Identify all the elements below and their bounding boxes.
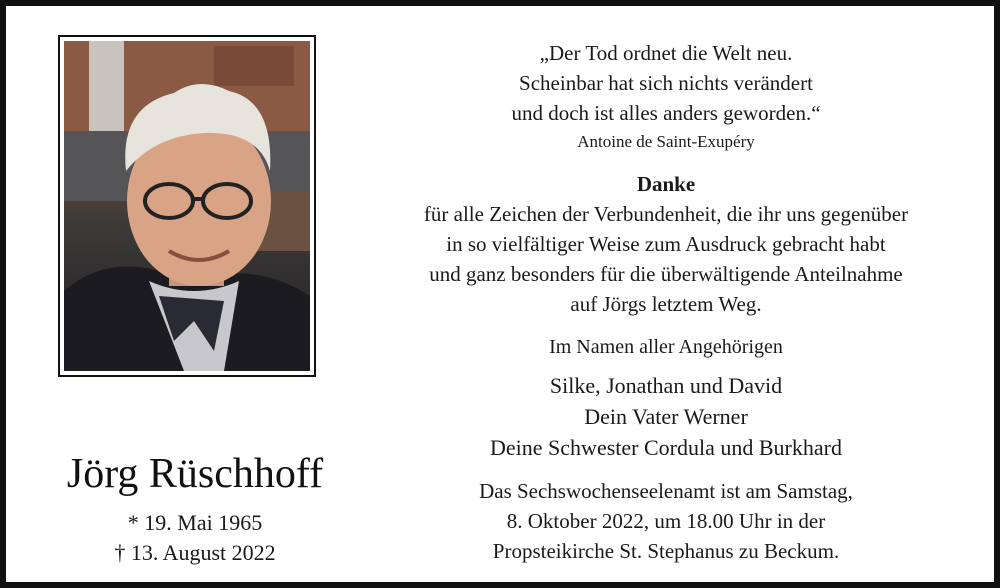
birth-date: * 19. Mai 1965 bbox=[127, 510, 263, 535]
family-name-line: Dein Vater Werner bbox=[584, 404, 748, 429]
service-line: Propsteikirche St. Stephanus zu Beckum. bbox=[492, 539, 840, 563]
portrait-photo bbox=[64, 41, 310, 371]
deceased-name: Jörg Rüschhoff bbox=[66, 451, 324, 497]
memorial-service-info bbox=[356, 476, 976, 566]
family-name-line: Silke, Jonathan und David bbox=[549, 373, 783, 398]
death-date: † 13. August 2022 bbox=[114, 540, 276, 565]
family-name-line: Deine Schwester Cordula und Burkhard bbox=[490, 435, 842, 460]
text-column bbox=[356, 38, 976, 566]
on-behalf-line: Im Namen aller Angehörigen bbox=[549, 336, 783, 358]
portrait-frame bbox=[58, 35, 316, 377]
thanks-line: und ganz besonders für die überwältigende Anteilnahme bbox=[429, 262, 903, 286]
quote bbox=[356, 38, 976, 128]
service-line: 8. Oktober 2022, um 18.00 Uhr in der bbox=[506, 509, 826, 533]
thanks-heading: Danke bbox=[636, 172, 696, 196]
thanks-line: auf Jörgs letztem Weg. bbox=[570, 292, 762, 316]
quote-line: „Der Tod ordnet die Welt neu. bbox=[539, 41, 793, 65]
life-dates bbox=[36, 508, 354, 568]
quote-author: Antoine de Saint-Exupéry bbox=[577, 132, 755, 151]
quote-line: und doch ist alles anders geworden.“ bbox=[511, 101, 821, 125]
thanks-line: in so vielfältiger Weise zum Ausdruck gebracht habt bbox=[446, 232, 886, 256]
family-names bbox=[356, 370, 976, 463]
thanks-line: für alle Zeichen der Verbundenheit, die ihr uns gegenüber bbox=[423, 202, 909, 226]
service-line: Das Sechswochenseelenamt ist am Samstag, bbox=[479, 479, 853, 503]
thanks-text bbox=[356, 199, 976, 319]
quote-line: Scheinbar hat sich nichts verändert bbox=[519, 71, 813, 95]
portrait-illustration bbox=[64, 41, 310, 371]
